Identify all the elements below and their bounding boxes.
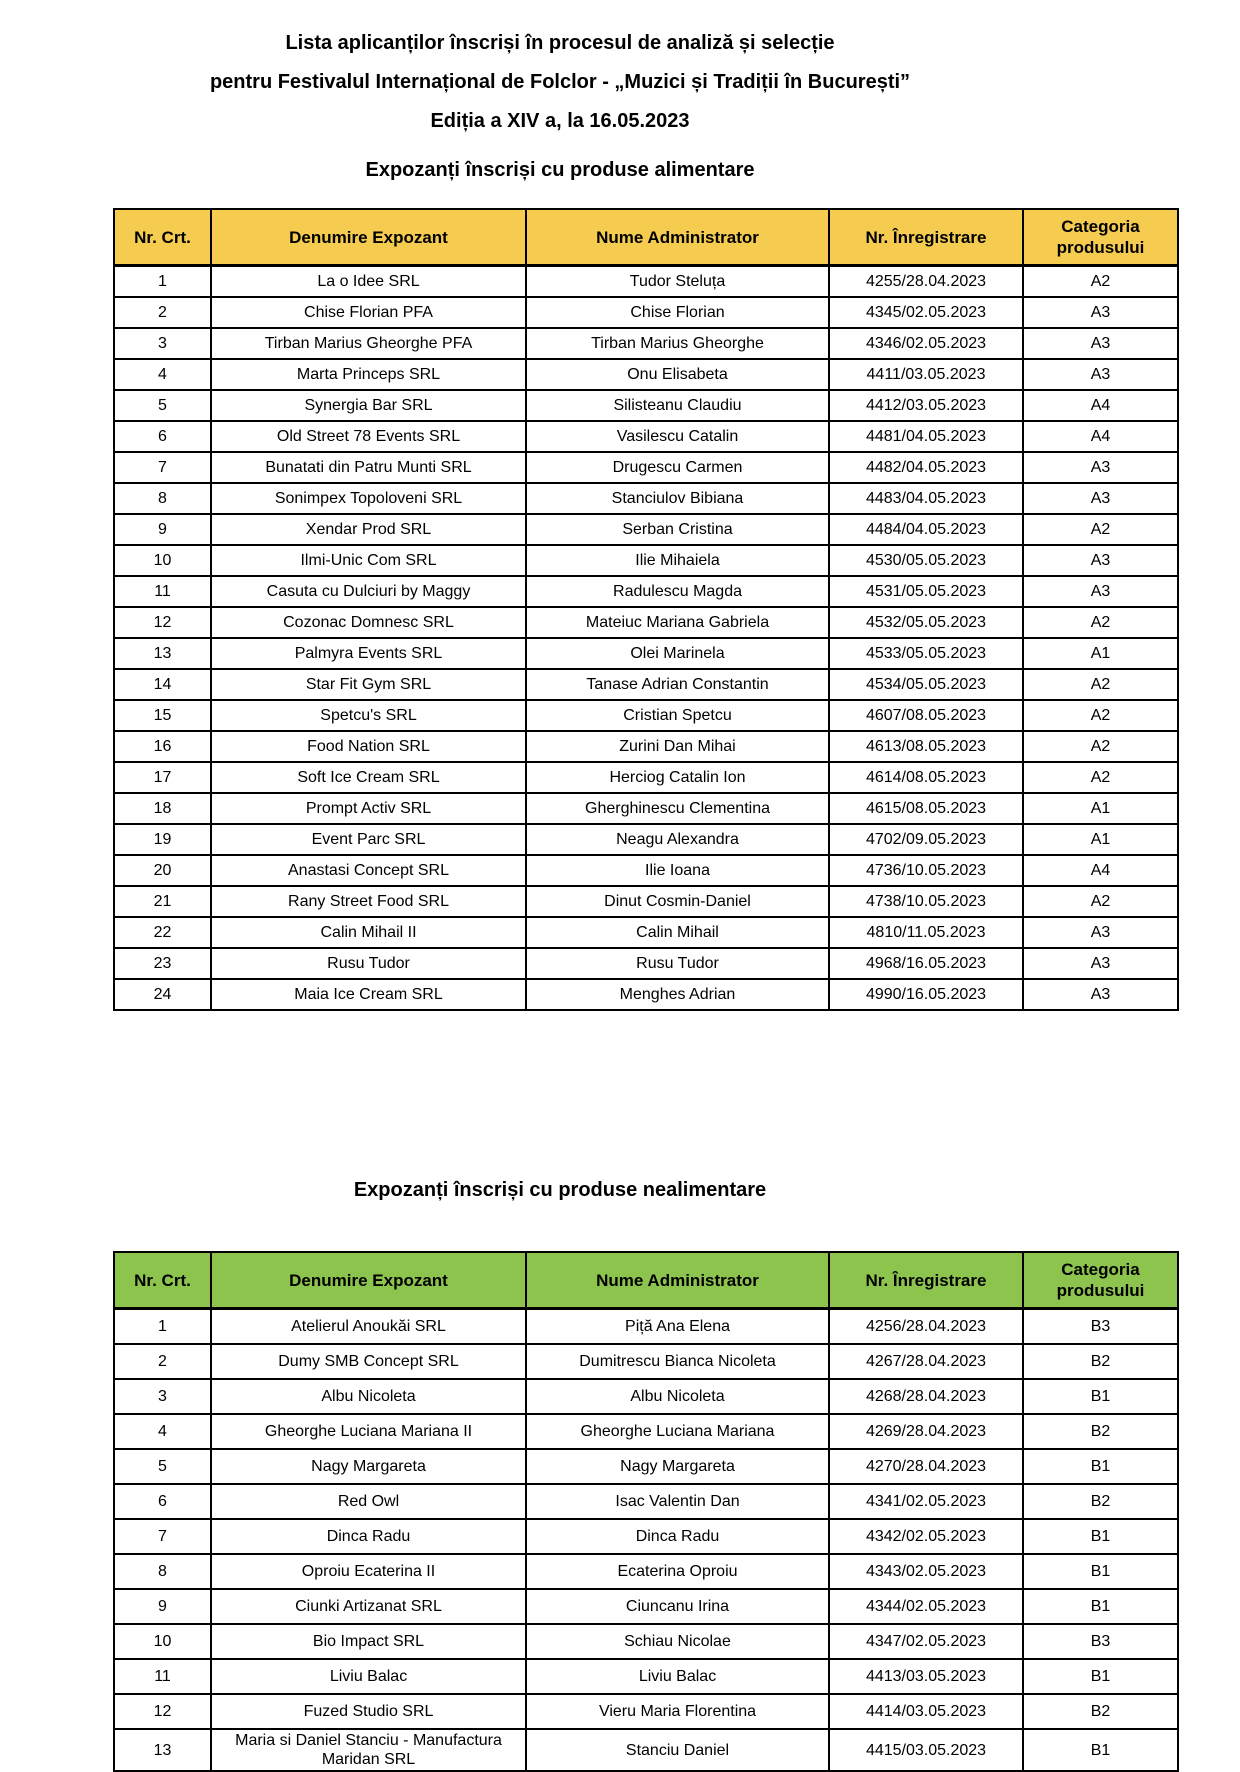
registration-number: 4530/05.05.2023 [829, 545, 1023, 576]
column-header-product-category: Categoria produsului [1023, 1252, 1178, 1309]
registration-number: 4484/04.05.2023 [829, 514, 1023, 545]
table-row [114, 576, 1178, 607]
table-row [114, 328, 1178, 359]
table-row [114, 855, 1178, 886]
registration-number: 4533/05.05.2023 [829, 638, 1023, 669]
administrator-name: Tanase Adrian Constantin [526, 669, 829, 700]
administrator-name: Neagu Alexandra [526, 824, 829, 855]
registration-number: 4267/28.04.2023 [829, 1344, 1023, 1379]
row-number: 12 [114, 1694, 211, 1729]
administrator-name: Ecaterina Oproiu [526, 1554, 829, 1589]
document-title-line-3: Ediția a XIV a, la 16.05.2023 [430, 110, 690, 132]
registration-number: 4342/02.05.2023 [829, 1519, 1023, 1554]
registration-number: 4345/02.05.2023 [829, 297, 1023, 328]
table-row [114, 1379, 1178, 1414]
row-number: 21 [114, 886, 211, 917]
row-number: 10 [114, 1624, 211, 1659]
row-number: 16 [114, 731, 211, 762]
registration-number: 4534/05.05.2023 [829, 669, 1023, 700]
product-category: A1 [1023, 824, 1178, 855]
document-title-line-2: pentru Festivalul Internațional de Folclor - „Muzici și Tradiții în București” [209, 71, 911, 93]
registration-number: 4255/28.04.2023 [829, 266, 1023, 298]
expozant-name: Prompt Activ SRL [211, 793, 526, 824]
product-category: A2 [1023, 762, 1178, 793]
expozant-name: Synergia Bar SRL [211, 390, 526, 421]
table-row [114, 886, 1178, 917]
table-row [114, 1414, 1178, 1449]
administrator-name: Drugescu Carmen [526, 452, 829, 483]
row-number: 9 [114, 1589, 211, 1624]
column-header-administrator-name: Nume Administrator [526, 1252, 829, 1309]
expozant-name: Oproiu Ecaterina II [211, 1554, 526, 1589]
product-category: A3 [1023, 576, 1178, 607]
administrator-name: Schiau Nicolae [526, 1624, 829, 1659]
column-header-expozant-name: Denumire Expozant [211, 209, 526, 266]
administrator-name: Isac Valentin Dan [526, 1484, 829, 1519]
registration-number: 4613/08.05.2023 [829, 731, 1023, 762]
registration-number: 4341/02.05.2023 [829, 1484, 1023, 1519]
registration-number: 4414/03.05.2023 [829, 1694, 1023, 1729]
registration-number: 4615/08.05.2023 [829, 793, 1023, 824]
product-category: A3 [1023, 452, 1178, 483]
table-row [114, 1694, 1178, 1729]
expozant-name: Xendar Prod SRL [211, 514, 526, 545]
administrator-name: Albu Nicoleta [526, 1379, 829, 1414]
product-category: A3 [1023, 917, 1178, 948]
registration-number: 4411/03.05.2023 [829, 359, 1023, 390]
product-category: B2 [1023, 1694, 1178, 1729]
product-category: A2 [1023, 731, 1178, 762]
product-category: B2 [1023, 1484, 1178, 1519]
expozant-name: Atelierul Anoukăi SRL [211, 1309, 526, 1345]
administrator-name: Herciog Catalin Ion [526, 762, 829, 793]
expozant-name: Red Owl [211, 1484, 526, 1519]
row-number: 18 [114, 793, 211, 824]
table-row [114, 793, 1178, 824]
table-row [114, 1659, 1178, 1694]
administrator-name: Onu Elisabeta [526, 359, 829, 390]
expozant-name: Ciunki Artizanat SRL [211, 1589, 526, 1624]
administrator-name: Vasilescu Catalin [526, 421, 829, 452]
row-number: 6 [114, 1484, 211, 1519]
row-number: 5 [114, 1449, 211, 1484]
registration-number: 4736/10.05.2023 [829, 855, 1023, 886]
administrator-name: Olei Marinela [526, 638, 829, 669]
administrator-name: Gherghinescu Clementina [526, 793, 829, 824]
product-category: B3 [1023, 1624, 1178, 1659]
row-number: 19 [114, 824, 211, 855]
nonfood-table-body [114, 1309, 1178, 1772]
registration-number: 4344/02.05.2023 [829, 1589, 1023, 1624]
expozant-name: Bio Impact SRL [211, 1624, 526, 1659]
row-number: 1 [114, 266, 211, 298]
table-row [114, 266, 1178, 298]
food-table-header [114, 209, 1178, 266]
expozant-name: Chise Florian PFA [211, 297, 526, 328]
administrator-name: Piță Ana Elena [526, 1309, 829, 1345]
section-heading-food: Expozanți înscriși cu produse alimentare [365, 159, 755, 181]
registration-number: 4810/11.05.2023 [829, 917, 1023, 948]
administrator-name: Radulescu Magda [526, 576, 829, 607]
expozant-name: Ilmi-Unic Com SRL [211, 545, 526, 576]
row-number: 20 [114, 855, 211, 886]
product-category: A1 [1023, 793, 1178, 824]
expozant-name: Star Fit Gym SRL [211, 669, 526, 700]
product-category: A4 [1023, 855, 1178, 886]
registration-number: 4483/04.05.2023 [829, 483, 1023, 514]
table-row [114, 359, 1178, 390]
row-number: 9 [114, 514, 211, 545]
registration-number: 4738/10.05.2023 [829, 886, 1023, 917]
administrator-name: Chise Florian [526, 297, 829, 328]
expozant-name: Tirban Marius Gheorghe PFA [211, 328, 526, 359]
row-number: 1 [114, 1309, 211, 1345]
expozant-name: Albu Nicoleta [211, 1379, 526, 1414]
row-number: 4 [114, 1414, 211, 1449]
administrator-name: Tudor Steluța [526, 266, 829, 298]
administrator-name: Dinca Radu [526, 1519, 829, 1554]
expozant-name: Rany Street Food SRL [211, 886, 526, 917]
product-category: B1 [1023, 1519, 1178, 1554]
registration-number: 4346/02.05.2023 [829, 328, 1023, 359]
table-row [114, 1624, 1178, 1659]
registration-number: 4412/03.05.2023 [829, 390, 1023, 421]
table-row [114, 1554, 1178, 1589]
table-row [114, 917, 1178, 948]
registration-number: 4607/08.05.2023 [829, 700, 1023, 731]
expozant-name: Fuzed Studio SRL [211, 1694, 526, 1729]
row-number: 13 [114, 1729, 211, 1771]
table-row [114, 700, 1178, 731]
row-number: 11 [114, 1659, 211, 1694]
registration-number: 4343/02.05.2023 [829, 1554, 1023, 1589]
administrator-name: Dinut Cosmin-Daniel [526, 886, 829, 917]
row-number: 3 [114, 328, 211, 359]
document-title-line-1: Lista aplicanților înscriși în procesul de analiză și selecție [285, 32, 835, 54]
registration-number: 4481/04.05.2023 [829, 421, 1023, 452]
row-number: 15 [114, 700, 211, 731]
header-row [114, 1252, 1178, 1309]
administrator-name: Ilie Mihaiela [526, 545, 829, 576]
column-header-registration-number: Nr. Înregistrare [829, 209, 1023, 266]
column-header-row-number: Nr. Crt. [114, 209, 211, 266]
administrator-name: Gheorghe Luciana Mariana [526, 1414, 829, 1449]
document-title [110, 0, 1010, 141]
product-category: A2 [1023, 266, 1178, 298]
product-category: B1 [1023, 1659, 1178, 1694]
row-number: 17 [114, 762, 211, 793]
administrator-name: Rusu Tudor [526, 948, 829, 979]
expozant-name: Cozonac Domnesc SRL [211, 607, 526, 638]
column-header-row-number: Nr. Crt. [114, 1252, 211, 1309]
expozant-name: Maia Ice Cream SRL [211, 979, 526, 1010]
registration-number: 4268/28.04.2023 [829, 1379, 1023, 1414]
row-number: 6 [114, 421, 211, 452]
table-row [114, 390, 1178, 421]
expozant-name: Casuta cu Dulciuri by Maggy [211, 576, 526, 607]
expozant-name: Maria si Daniel Stanciu - Manufactura Maridan SRL [211, 1729, 526, 1771]
nonfood-exhibitors-table [113, 1251, 1179, 1772]
product-category: A2 [1023, 669, 1178, 700]
table-row [114, 762, 1178, 793]
column-header-product-category: Categoria produsului [1023, 209, 1178, 266]
table-row [114, 1519, 1178, 1554]
administrator-name: Dumitrescu Bianca Nicoleta [526, 1344, 829, 1379]
row-number: 24 [114, 979, 211, 1010]
table-row [114, 421, 1178, 452]
administrator-name: Serban Cristina [526, 514, 829, 545]
expozant-name: Marta Princeps SRL [211, 359, 526, 390]
row-number: 2 [114, 297, 211, 328]
expozant-name: Bunatati din Patru Munti SRL [211, 452, 526, 483]
table-row [114, 1589, 1178, 1624]
expozant-name: La o Idee SRL [211, 266, 526, 298]
expozant-name: Calin Mihail II [211, 917, 526, 948]
column-header-expozant-name: Denumire Expozant [211, 1252, 526, 1309]
expozant-name: Nagy Margareta [211, 1449, 526, 1484]
product-category: B1 [1023, 1554, 1178, 1589]
product-category: A2 [1023, 700, 1178, 731]
table-row [114, 1344, 1178, 1379]
row-number: 12 [114, 607, 211, 638]
food-exhibitors-table [113, 208, 1179, 1011]
row-number: 4 [114, 359, 211, 390]
registration-number: 4415/03.05.2023 [829, 1729, 1023, 1771]
administrator-name: Cristian Spetcu [526, 700, 829, 731]
table-row [114, 1729, 1178, 1771]
registration-number: 4270/28.04.2023 [829, 1449, 1023, 1484]
table-row [114, 483, 1178, 514]
product-category: B1 [1023, 1379, 1178, 1414]
product-category: A2 [1023, 514, 1178, 545]
registration-number: 4269/28.04.2023 [829, 1414, 1023, 1449]
registration-number: 4702/09.05.2023 [829, 824, 1023, 855]
table-row [114, 297, 1178, 328]
row-number: 2 [114, 1344, 211, 1379]
administrator-name: Zurini Dan Mihai [526, 731, 829, 762]
table-row [114, 1309, 1178, 1345]
food-table-body [114, 266, 1178, 1011]
product-category: B3 [1023, 1309, 1178, 1345]
administrator-name: Stanciu Daniel [526, 1729, 829, 1771]
product-category: A4 [1023, 390, 1178, 421]
expozant-name: Dinca Radu [211, 1519, 526, 1554]
product-category: A2 [1023, 607, 1178, 638]
row-number: 11 [114, 576, 211, 607]
administrator-name: Mateiuc Mariana Gabriela [526, 607, 829, 638]
administrator-name: Calin Mihail [526, 917, 829, 948]
administrator-name: Menghes Adrian [526, 979, 829, 1010]
section-heading-nonfood: Expozanți înscriși cu produse nealimentare [353, 1179, 767, 1201]
expozant-name: Dumy SMB Concept SRL [211, 1344, 526, 1379]
product-category: B1 [1023, 1729, 1178, 1771]
product-category: A4 [1023, 421, 1178, 452]
registration-number: 4413/03.05.2023 [829, 1659, 1023, 1694]
product-category: B1 [1023, 1449, 1178, 1484]
administrator-name: Ilie Ioana [526, 855, 829, 886]
header-row [114, 209, 1178, 266]
column-header-administrator-name: Nume Administrator [526, 209, 829, 266]
registration-number: 4531/05.05.2023 [829, 576, 1023, 607]
registration-number: 4968/16.05.2023 [829, 948, 1023, 979]
table-row [114, 669, 1178, 700]
expozant-name: Palmyra Events SRL [211, 638, 526, 669]
administrator-name: Stanciulov Bibiana [526, 483, 829, 514]
row-number: 14 [114, 669, 211, 700]
expozant-name: Soft Ice Cream SRL [211, 762, 526, 793]
administrator-name: Liviu Balac [526, 1659, 829, 1694]
administrator-name: Vieru Maria Florentina [526, 1694, 829, 1729]
expozant-name: Gheorghe Luciana Mariana II [211, 1414, 526, 1449]
row-number: 8 [114, 1554, 211, 1589]
registration-number: 4256/28.04.2023 [829, 1309, 1023, 1345]
administrator-name: Ciuncanu Irina [526, 1589, 829, 1624]
registration-number: 4482/04.05.2023 [829, 452, 1023, 483]
row-number: 10 [114, 545, 211, 576]
row-number: 7 [114, 452, 211, 483]
column-header-registration-number: Nr. Înregistrare [829, 1252, 1023, 1309]
product-category: A3 [1023, 297, 1178, 328]
nonfood-table-header [114, 1252, 1178, 1309]
row-number: 13 [114, 638, 211, 669]
row-number: 23 [114, 948, 211, 979]
table-row [114, 514, 1178, 545]
product-category: A3 [1023, 328, 1178, 359]
table-row [114, 1449, 1178, 1484]
row-number: 8 [114, 483, 211, 514]
product-category: A2 [1023, 886, 1178, 917]
expozant-name: Food Nation SRL [211, 731, 526, 762]
product-category: B2 [1023, 1344, 1178, 1379]
table-row [114, 979, 1178, 1010]
product-category: B2 [1023, 1414, 1178, 1449]
product-category: A3 [1023, 483, 1178, 514]
table-row [114, 452, 1178, 483]
registration-number: 4347/02.05.2023 [829, 1624, 1023, 1659]
product-category: A3 [1023, 359, 1178, 390]
product-category: A3 [1023, 979, 1178, 1010]
table-row [114, 638, 1178, 669]
product-category: B1 [1023, 1589, 1178, 1624]
table-row [114, 1484, 1178, 1519]
row-number: 3 [114, 1379, 211, 1414]
table-row [114, 607, 1178, 638]
table-row [114, 731, 1178, 762]
expozant-name: Spetcu's SRL [211, 700, 526, 731]
product-category: A3 [1023, 545, 1178, 576]
registration-number: 4990/16.05.2023 [829, 979, 1023, 1010]
expozant-name: Anastasi Concept SRL [211, 855, 526, 886]
row-number: 7 [114, 1519, 211, 1554]
administrator-name: Silisteanu Claudiu [526, 390, 829, 421]
administrator-name: Nagy Margareta [526, 1449, 829, 1484]
row-number: 22 [114, 917, 211, 948]
product-category: A1 [1023, 638, 1178, 669]
expozant-name: Sonimpex Topoloveni SRL [211, 483, 526, 514]
product-category: A3 [1023, 948, 1178, 979]
table-row [114, 545, 1178, 576]
registration-number: 4532/05.05.2023 [829, 607, 1023, 638]
expozant-name: Rusu Tudor [211, 948, 526, 979]
registration-number: 4614/08.05.2023 [829, 762, 1023, 793]
administrator-name: Tirban Marius Gheorghe [526, 328, 829, 359]
expozant-name: Old Street 78 Events SRL [211, 421, 526, 452]
table-row [114, 824, 1178, 855]
expozant-name: Event Parc SRL [211, 824, 526, 855]
expozant-name: Liviu Balac [211, 1659, 526, 1694]
table-row [114, 948, 1178, 979]
row-number: 5 [114, 390, 211, 421]
